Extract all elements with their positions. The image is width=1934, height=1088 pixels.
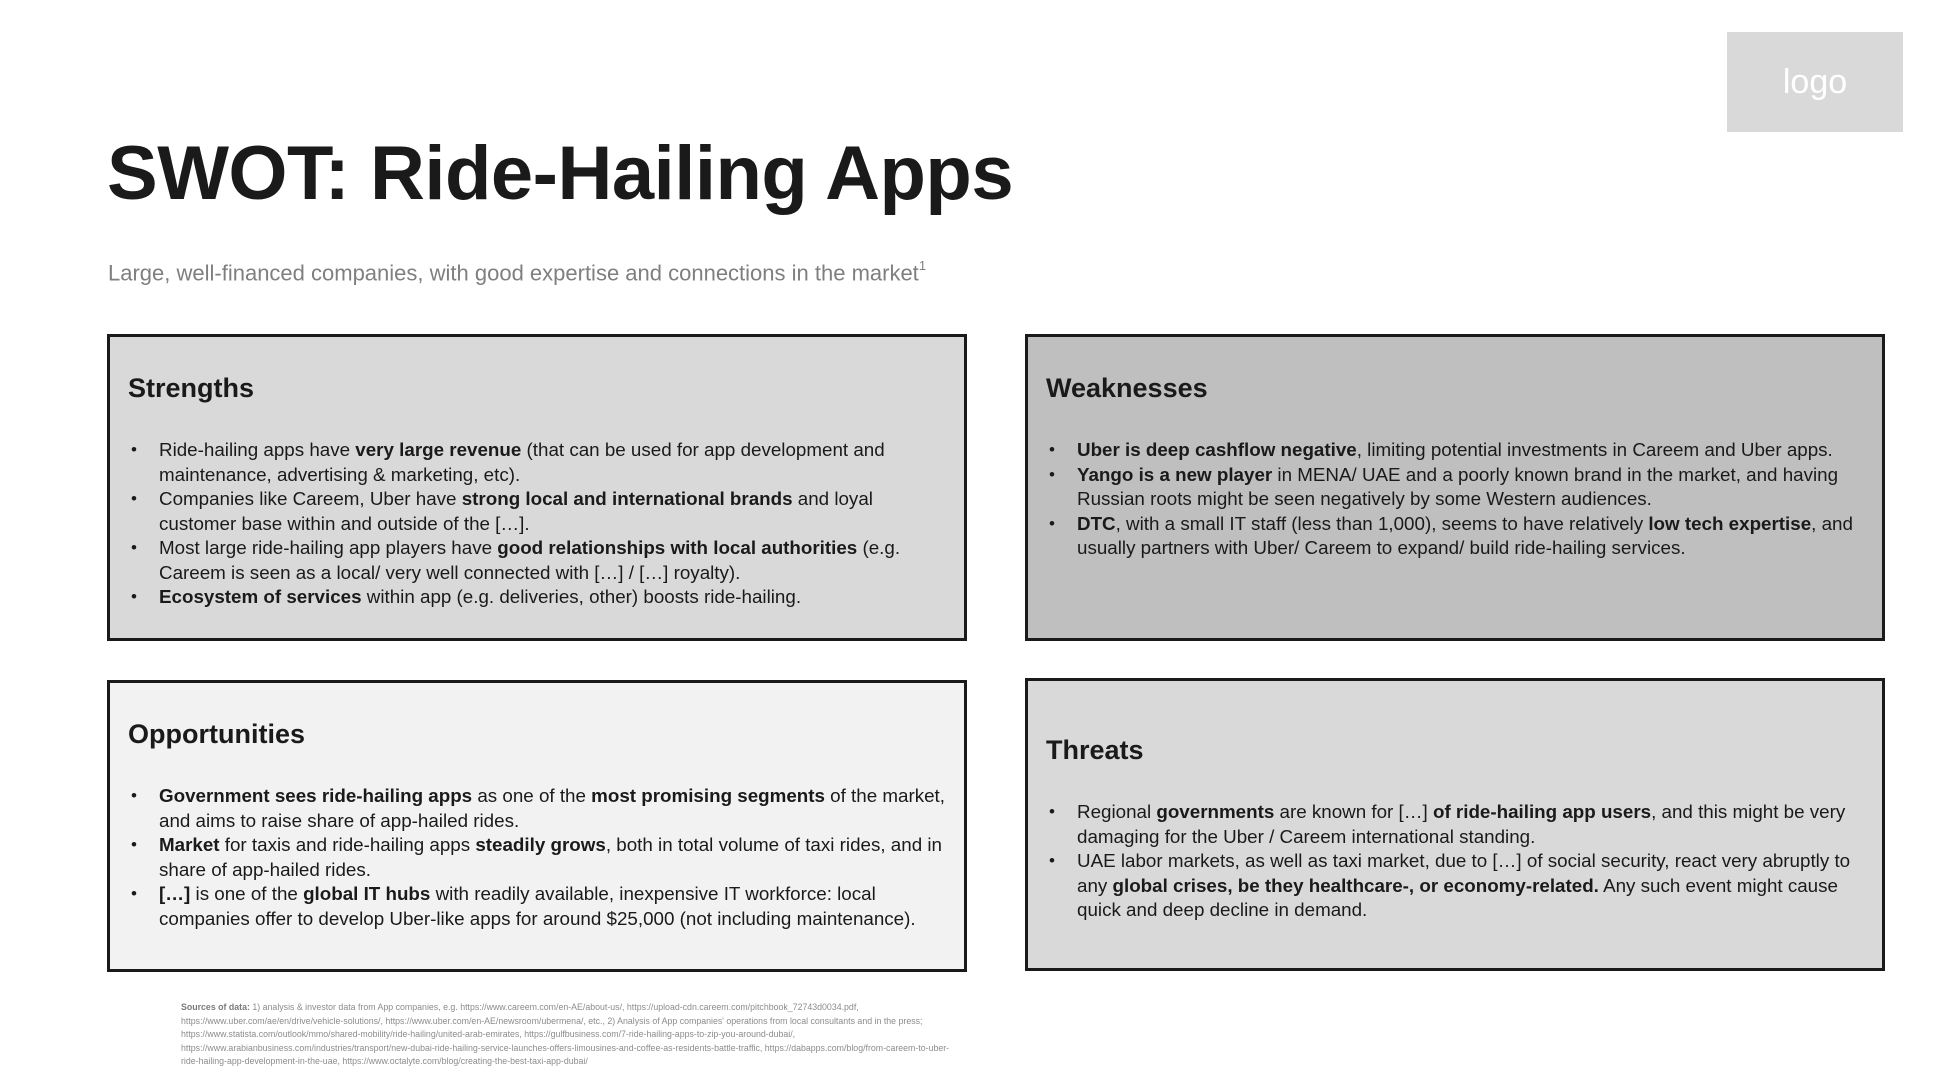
bullet-text: UAE labor markets, as well as taxi market, due to […] of social security, react very abruptly to any [1077, 850, 1851, 896]
opportunities-list [128, 784, 946, 931]
bullet-text: is one of the [190, 883, 304, 904]
bullet-text: Regional [1077, 801, 1157, 822]
bullet-text: in MENA/ UAE and a poorly known brand in the market, and having Russian roots might be seen negatively by some Western audiences. [1077, 463, 1839, 509]
bullet-item [159, 585, 946, 610]
bullet-text-bold: Uber is deep cashflow negative [1077, 439, 1357, 460]
page-title: SWOT: Ride-Hailing Apps [107, 131, 1014, 216]
bullet-text: with readily available, inexpensive IT workforce: local companies offer to develop Uber-like apps for around $25,000 (not including maintenance). [159, 883, 916, 929]
bullet-text-bold: of ride-hailing app users [1432, 801, 1652, 822]
bullet-text-bold: DTC [1077, 512, 1116, 534]
bullet-text-bold: Market [159, 834, 220, 855]
bullet-item [159, 487, 946, 536]
strengths-list [128, 438, 946, 610]
bullet-text-bold: global IT hubs [303, 883, 431, 904]
bullet-text-bold: Ecosystem of services [159, 586, 362, 607]
logo-placeholder [1727, 32, 1903, 132]
bullet-text-bold: governments [1156, 801, 1275, 822]
bullet-text-bold: Government sees ride-hailing apps [159, 785, 473, 806]
bullet-text-bold: Yango is a new player [1077, 463, 1273, 485]
bullet-item [1077, 463, 1864, 512]
bullet-item [1077, 849, 1864, 923]
sources-footnote [181, 1001, 951, 1069]
strengths-title: Strengths [128, 373, 255, 403]
bullet-text: Companies like Careem, Uber have [159, 488, 462, 509]
opportunities-box [107, 680, 967, 972]
opportunities-title: Opportunities [128, 719, 305, 749]
page-subtitle [108, 260, 926, 286]
bullet-text: are known for […] [1274, 801, 1433, 822]
subtitle-footnote-marker: 1 [918, 258, 927, 273]
bullet-text: as one of the [472, 785, 592, 806]
bullet-text-bold: steadily grows [475, 834, 606, 855]
bullet-text-bold: good relationships with local authorities [497, 537, 858, 558]
bullet-item [1077, 800, 1864, 849]
bullet-item [1077, 438, 1864, 463]
bullet-text: , both in total volume of taxi rides, and in share of app-hailed rides. [159, 834, 942, 880]
weaknesses-title: Weaknesses [1046, 373, 1208, 403]
strengths-box [107, 334, 967, 641]
bullet-text: and loyal customer base within and outside of the […]. [159, 488, 873, 534]
bullet-item [159, 438, 946, 487]
bullet-text: , and this might be very damaging for the Uber / Careem international standing. [1077, 801, 1846, 847]
bullet-text-bold: low tech expertise [1648, 512, 1812, 534]
bullet-text-bold: most promising segments [591, 785, 825, 806]
bullet-text: within app (e.g. deliveries, other) boosts ride-hailing. [361, 586, 802, 607]
bullet-text-bold: […] [159, 883, 191, 904]
bullet-text: of the market, and aims to raise share of app-hailed rides. [159, 785, 945, 831]
weaknesses-box [1025, 334, 1885, 641]
bullet-item [159, 833, 946, 882]
bullet-text: for taxis and ride-hailing apps [219, 834, 476, 855]
bullet-item [159, 536, 946, 585]
threats-title: Threats [1046, 735, 1144, 765]
sources-text: 1) analysis & investor data from App companies, e.g. https://www.careem.com/en-AE/about-us/, https://upload-cdn.careem.com/pitchbook_72743d0034.pdf, https://www.uber.com/ae/en/drive/vehicle-solutions/, https://www.uber.com/en-AE/newsroom/ubermena/, etc., 2) Analysis of App companies' operations from local consultants and in the press; https://www.statista.com/outlook/mmo/shared-mobility/ride-hailing/united-arab-emirates, https://gulfbusiness.com/7-ride-hailing-apps-to-zip-you-around-dubai/, https://www.arabianbusiness.com/industries/transport/new-dubai-ride-hailing-service-launches-offers-limousines-and-coffee-as-residents-battle-traffic, https://dabapps.com/blog/from-careem-to-uber-ride-hailing-app-development-in-the-uae, https://www.octalyte.com/blog/creating-the-best-taxi-app-dubai/ [181, 1002, 950, 1066]
bullet-item [159, 784, 946, 833]
sources-label: Sources of data: [181, 1002, 250, 1012]
bullet-text: (that can be used for app development and maintenance, advertising & marketing, etc). [159, 439, 885, 485]
bullet-text: , limiting potential investments in Careem and Uber apps. [1356, 439, 1833, 460]
weaknesses-list [1046, 438, 1864, 561]
bullet-text: Most large ride-hailing app players have [159, 537, 498, 558]
threats-box [1025, 678, 1885, 971]
bullet-text: Any such event might cause quick and deep decline in demand. [1077, 874, 1838, 920]
threats-list [1046, 800, 1864, 923]
bullet-text: , and usually partners with Uber/ Careem to expand/ build ride-hailing services. [1077, 512, 1853, 558]
bullet-text-bold: global crises, be they healthcare-, or economy-related. [1112, 874, 1599, 896]
bullet-text: Ride-hailing apps have [159, 439, 356, 460]
bullet-text: , with a small IT staff (less than 1,000), seems to have relatively [1115, 512, 1649, 534]
bullet-item [1077, 512, 1864, 561]
bullet-item [159, 882, 946, 931]
bullet-text-bold: very large revenue [355, 439, 522, 460]
bullet-text-bold: strong local and international brands [461, 488, 793, 509]
logo-text: logo [1782, 62, 1848, 101]
subtitle-text: Large, well-financed companies, with good expertise and connections in the market [108, 260, 919, 286]
bullet-text: (e.g. Careem is seen as a local/ very well connected with […] / […] royalty). [159, 537, 901, 583]
